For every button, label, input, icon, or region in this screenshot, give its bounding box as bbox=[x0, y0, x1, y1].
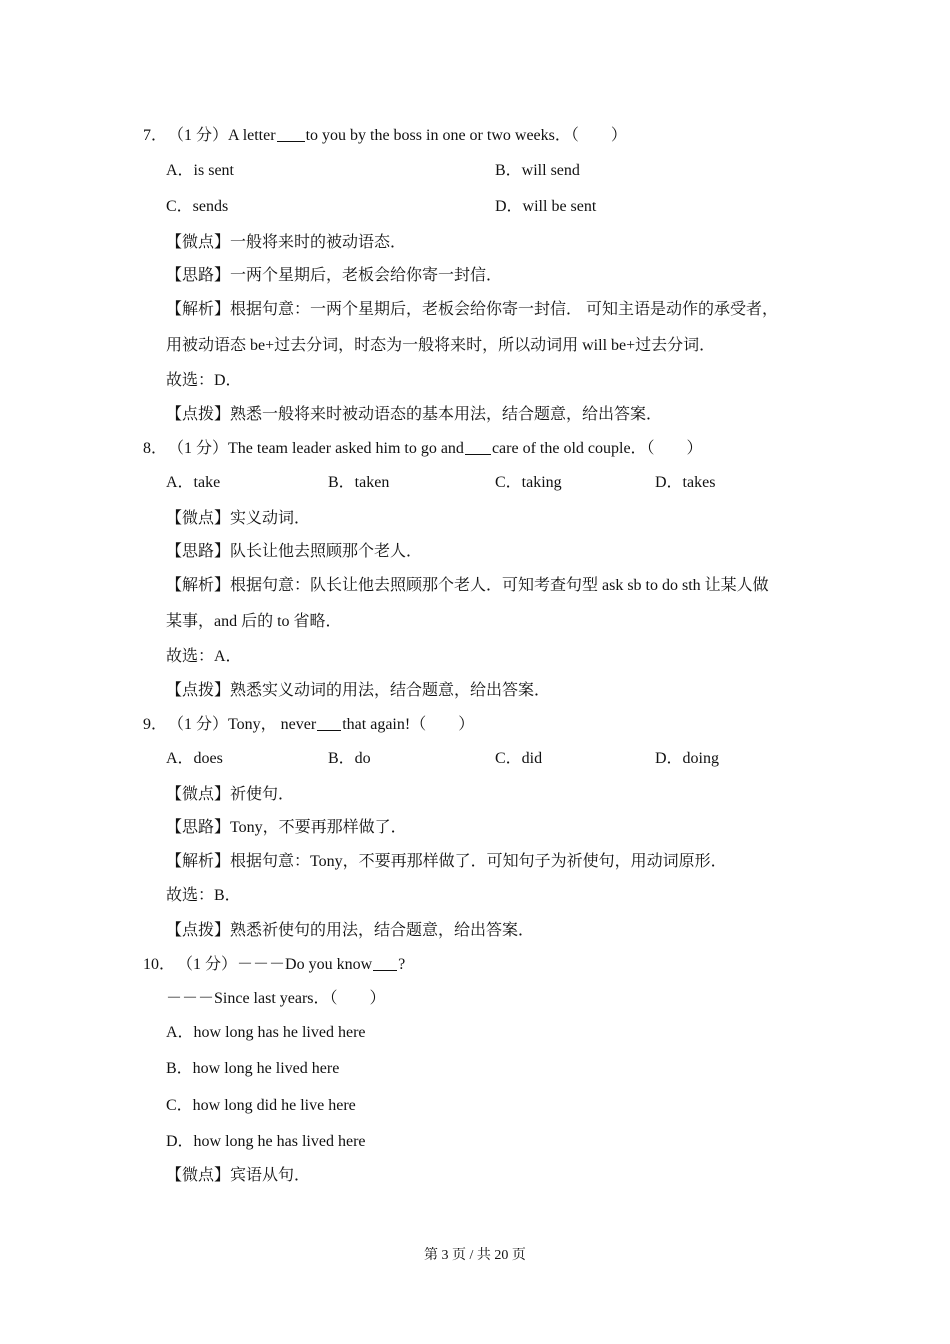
q7-note-analysis: 【解析】根据句意：一两个星期后，老板会给你寄一封信． 可知主语是动作的承受者， bbox=[166, 301, 779, 318]
q7-answer: 故选：D． bbox=[166, 372, 242, 389]
q10-option-d: D．how long he has lived here bbox=[166, 1133, 366, 1150]
q10-stem-after: ? bbox=[398, 956, 406, 973]
q8-option-c: C．taking bbox=[495, 474, 562, 491]
q9-answer: 故选：B． bbox=[166, 887, 241, 904]
q7-option-a: A．is sent bbox=[166, 162, 235, 179]
q10-number: 10． bbox=[143, 956, 176, 973]
q7-note-analysis-cont: 用被动语态 be+过去分词，时态为一般将来时，所以动词用 will be+过去分词． bbox=[166, 337, 716, 354]
q7-number: 7． bbox=[143, 127, 168, 144]
q8-number: 8． bbox=[143, 440, 168, 457]
q7-note-point: 【微点】一般将来时的被动语态． bbox=[166, 234, 407, 251]
q7-note-idea: 【思路】一两个星期后，老板会给你寄一封信． bbox=[166, 267, 503, 284]
q7-options-row-1 bbox=[0, 159, 950, 183]
q8-stem-after: care of the old couple．（ ） bbox=[491, 440, 703, 457]
q9-stem-after: that again!（ ） bbox=[342, 716, 475, 733]
q9-note-idea: 【思路】Tony，不要再那样做了． bbox=[166, 819, 407, 836]
q8-option-d: D．takes bbox=[655, 474, 716, 491]
q8-note-analysis: 【解析】根据句意：队长让他去照顾那个老人．可知考查句型 ask sb to do sth 让某人做 bbox=[166, 577, 769, 594]
q9-number: 9． bbox=[143, 716, 168, 733]
q9-note-point: 【微点】祈使句． bbox=[166, 786, 295, 803]
q10-option-c: C．how long did he live here bbox=[166, 1097, 356, 1114]
q8-note-point: 【微点】实义动词． bbox=[166, 510, 311, 527]
q10-note-point: 【微点】宾语从句． bbox=[166, 1167, 311, 1184]
q10-stem-before: －－－Do you know bbox=[237, 956, 373, 973]
q9-stem bbox=[0, 713, 950, 737]
q7-options-row-2 bbox=[0, 195, 950, 219]
q9-option-b: B．do bbox=[328, 750, 371, 767]
q8-note-idea: 【思路】队长让他去照顾那个老人． bbox=[166, 543, 423, 560]
q9-option-c: C．did bbox=[495, 750, 543, 767]
q7-stem bbox=[0, 124, 950, 148]
q7-stem-before: A letter bbox=[228, 127, 276, 144]
q7-score: （1 分） bbox=[168, 127, 229, 144]
q7-option-b: B．will send bbox=[495, 162, 580, 179]
q8-options-row bbox=[0, 471, 950, 495]
q8-stem-before: The team leader asked him to go and bbox=[228, 440, 464, 457]
q9-score: （1 分） bbox=[168, 716, 229, 733]
q7-note-tip: 【点拨】熟悉一般将来时被动语态的基本用法，结合题意，给出答案． bbox=[166, 406, 663, 423]
q10-stem bbox=[0, 953, 950, 977]
q8-answer: 故选：A． bbox=[166, 648, 242, 665]
q10-option-b: B．how long he lived here bbox=[166, 1060, 340, 1077]
q8-blank bbox=[465, 438, 491, 455]
page-footer: 第 3 页 / 共 20 页 bbox=[424, 1248, 526, 1263]
q9-option-a: A．does bbox=[166, 750, 223, 767]
q10-score: （1 分） bbox=[177, 956, 238, 973]
q9-option-d: D．doing bbox=[655, 750, 720, 767]
q10-option-a: A．how long has he lived here bbox=[166, 1024, 366, 1041]
q7-option-d: D．will be sent bbox=[495, 198, 597, 215]
q9-stem-before: Tony， never bbox=[228, 716, 317, 733]
q9-options-row bbox=[0, 747, 950, 771]
q10-blank bbox=[373, 954, 397, 971]
q8-note-tip: 【点拨】熟悉实义动词的用法，结合题意，给出答案． bbox=[166, 682, 551, 699]
q7-blank bbox=[277, 125, 305, 142]
q10-reply: －－－Since last years．（ ） bbox=[166, 990, 386, 1007]
q8-option-b: B．taken bbox=[328, 474, 390, 491]
q8-stem bbox=[0, 437, 950, 461]
q8-option-a: A．take bbox=[166, 474, 221, 491]
q9-note-tip: 【点拨】熟悉祈使句的用法，结合题意，给出答案． bbox=[166, 922, 535, 939]
q8-score: （1 分） bbox=[168, 440, 229, 457]
q7-stem-after: to you by the boss in one or two weeks．（ ） bbox=[305, 127, 627, 144]
q9-note-analysis: 【解析】根据句意：Tony，不要再那样做了．可知句子为祈使句，用动词原形． bbox=[166, 853, 727, 870]
q9-blank bbox=[317, 714, 341, 731]
q8-note-analysis-cont: 某事，and 后的 to 省略． bbox=[166, 613, 342, 630]
q7-option-c: C．sends bbox=[166, 198, 229, 215]
